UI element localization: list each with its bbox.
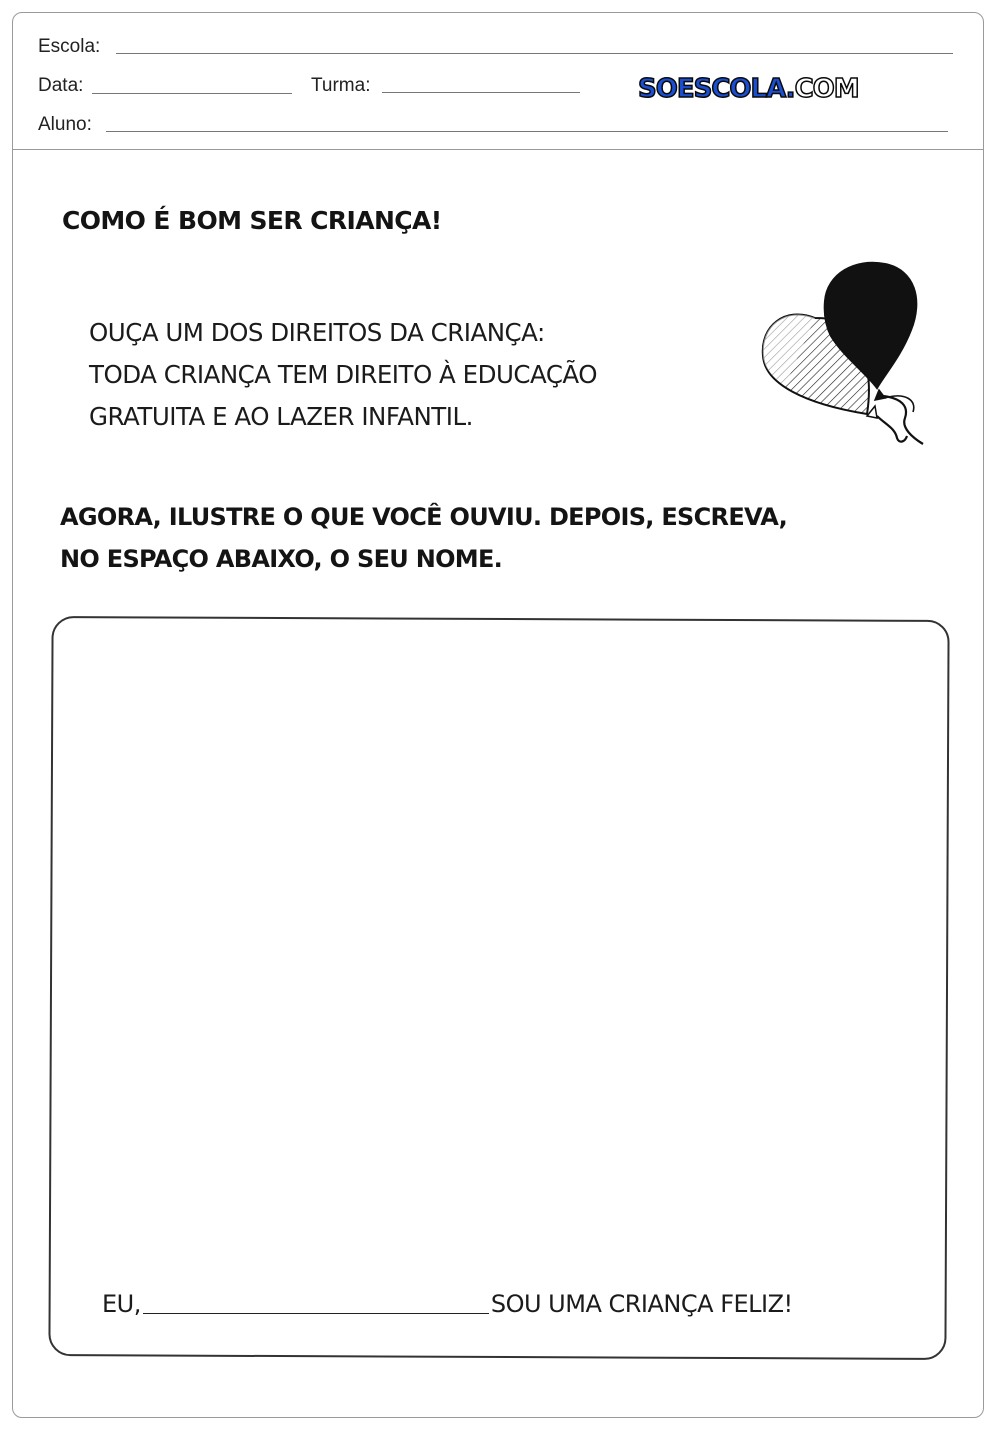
name-sentence (102, 1290, 793, 1318)
instruction-line: AGORA, ILUSTRE O QUE VOCÊ OUVIU. DEPOIS, ESCREVA, (60, 503, 788, 531)
name-field[interactable] (143, 1313, 489, 1314)
header-divider (12, 149, 984, 150)
paragraph-line: TODA CRIANÇA TEM DIREITO À EDUCAÇÃO (89, 360, 598, 389)
school-field[interactable] (116, 53, 953, 54)
sentence-end: SOU UMA CRIANÇA FELIZ! (490, 1290, 793, 1318)
sentence-start: EU, (102, 1290, 141, 1318)
logo-text-dot: . (785, 74, 795, 104)
paragraph-line: GRATUITA E AO LAZER INFANTIL. (89, 402, 473, 431)
balloons-icon (755, 256, 935, 456)
instructions (60, 496, 787, 580)
drawing-area[interactable] (48, 616, 949, 1360)
rights-paragraph (89, 312, 597, 438)
class-field[interactable] (382, 92, 580, 93)
date-label: Data: (38, 75, 84, 96)
worksheet-title: COMO É BOM SER CRIANÇA! (62, 206, 442, 235)
instruction-line: NO ESPAÇO ABAIXO, O SEU NOME. (60, 545, 503, 573)
student-label: Aluno: (38, 114, 92, 135)
class-label: Turma: (311, 75, 371, 96)
logo-text-main: SOESCOLA (638, 74, 786, 104)
date-field[interactable] (92, 93, 292, 94)
student-field[interactable] (106, 131, 948, 132)
paragraph-line: OUÇA UM DOS DIREITOS DA CRIANÇA: (89, 318, 545, 347)
school-label: Escola: (38, 36, 101, 57)
logo-text-com: COM (794, 74, 859, 104)
site-logo (638, 74, 859, 104)
